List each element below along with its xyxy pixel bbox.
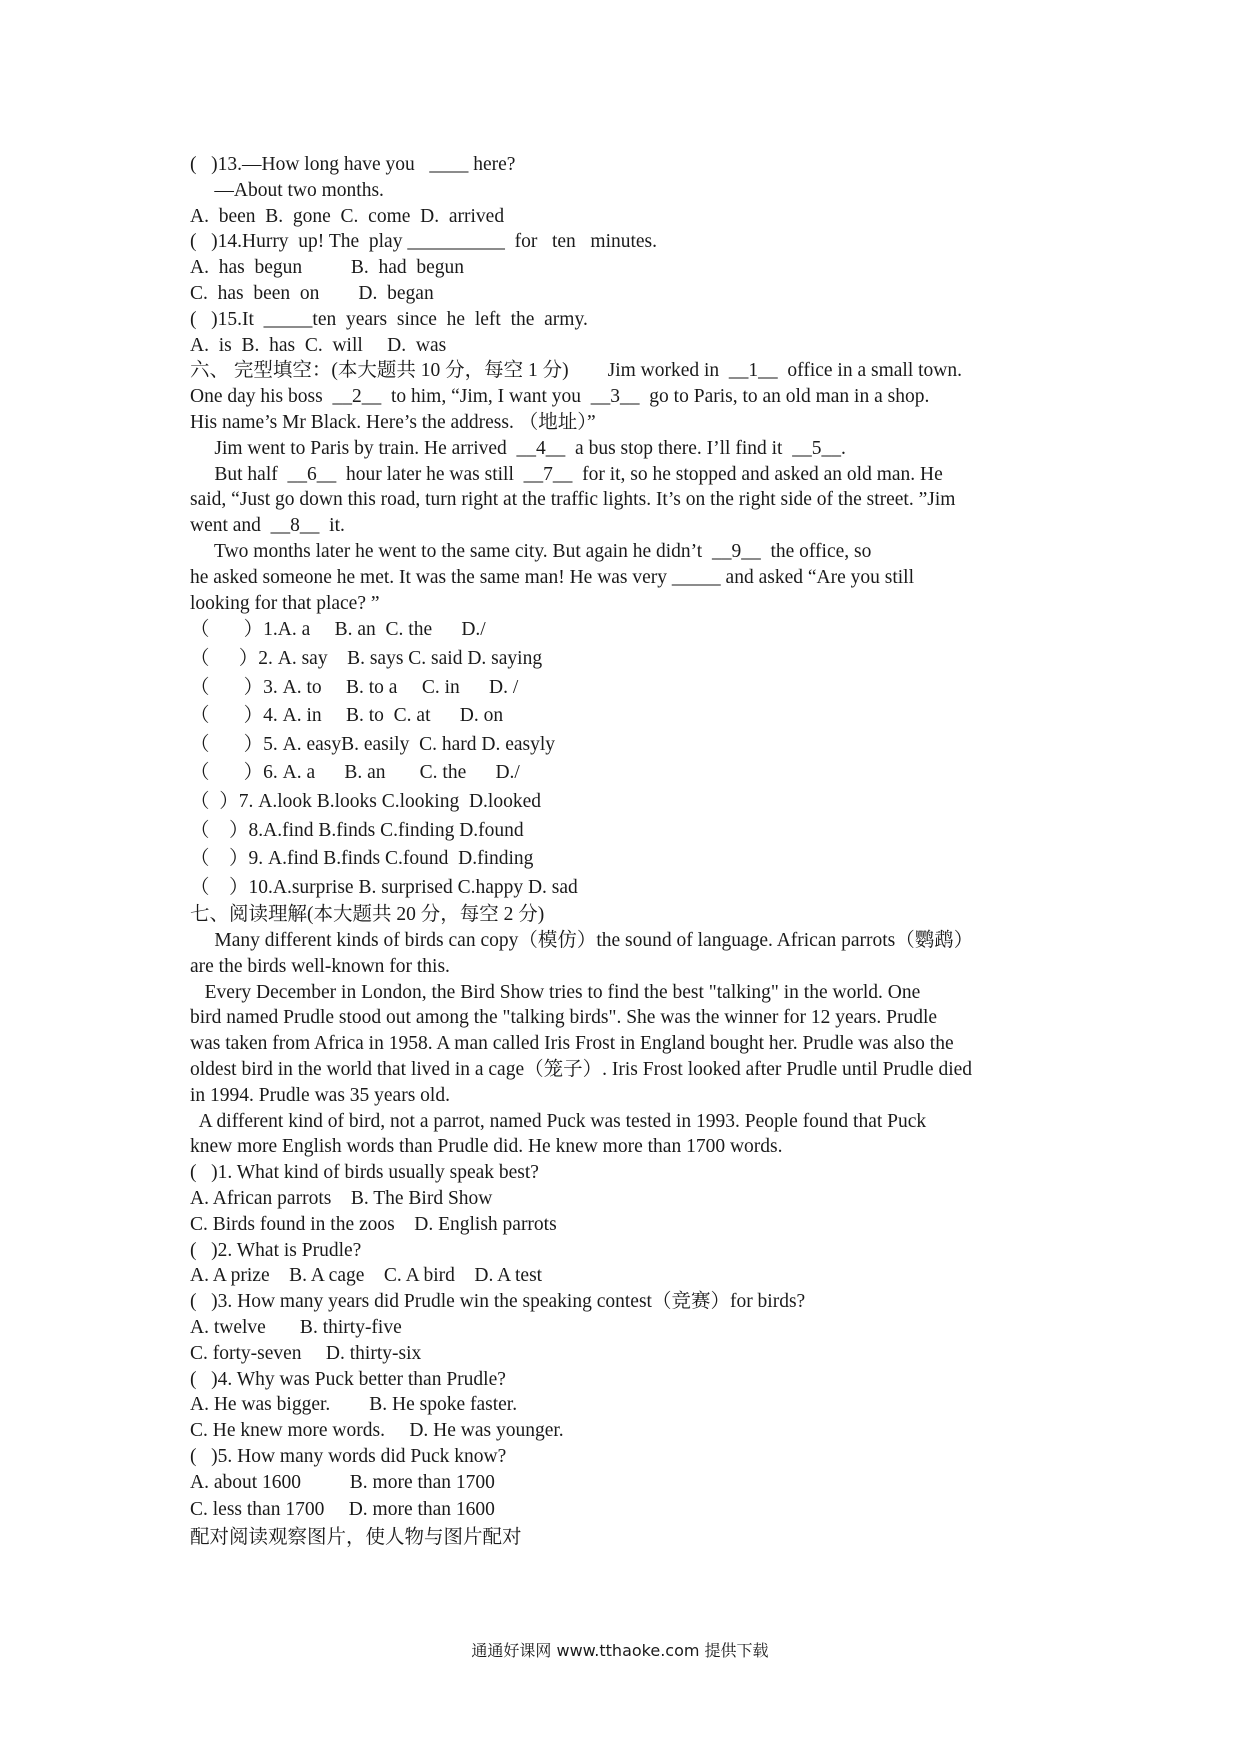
reading-question-4-options: C. He knew more words. D. He was younger. xyxy=(190,1420,564,1442)
cloze-passage-line: One day his boss __2__ to him, “Jim, I want you __3__ go to Paris, to an old man in a shop. xyxy=(190,386,930,408)
cloze-passage-line: looking for that place? ” xyxy=(190,592,380,614)
section6-cloze xyxy=(190,358,1070,902)
page-content xyxy=(190,152,1070,1553)
reading-question-2-options: A. A prize B. A cage C. A bird D. A test xyxy=(190,1265,543,1287)
reading-question-1-options: A. African parrots B. The Bird Show xyxy=(190,1188,493,1210)
section5-questions xyxy=(190,152,1070,358)
reading-passage-line: bird named Prudle stood out among the "talking birds". She was the winner for 12 years. Prudle xyxy=(190,1007,938,1029)
cloze-passage-line: he asked someone he met. It was the same man! He was very _____ and asked “Are you still xyxy=(190,566,914,588)
reading-question-3-options: A. twelve B. thirty-five xyxy=(190,1317,402,1339)
reading-question-3-options: C. forty-seven D. thirty-six xyxy=(190,1342,422,1364)
cloze-passage-line: His name’s Mr Black. Here’s the address. （地址）” xyxy=(190,411,596,433)
cloze-option-8: （ ）8.A.find B.finds C.finding D.found xyxy=(190,819,524,841)
cloze-option-6: （ ）6. A. a B. an C. the D./ xyxy=(190,762,520,784)
cloze-option-2: （ ）2. A. say B. says C. said D. saying xyxy=(190,647,543,669)
question-14-options-cd: C. has been on D. began xyxy=(190,282,434,304)
reading-question-1-options: C. Birds found in the zoos D. English parrots xyxy=(190,1213,557,1235)
cloze-option-3: （ ）3. A. to B. to a C. in D. / xyxy=(190,676,519,698)
question-13-answer: —About two months. xyxy=(190,179,384,201)
cloze-passage-line: But half __6__ hour later he was still __7__ for it, so he stopped and asked an old man. He xyxy=(190,463,943,485)
reading-passage-line: oldest bird in the world that lived in a cage（笼子）. Iris Frost looked after Prudle until Prudle died xyxy=(190,1059,973,1081)
reading-question-1: ( )1. What kind of birds usually speak best? xyxy=(190,1162,539,1184)
reading-passage-line: in 1994. Prudle was 35 years old. xyxy=(190,1084,450,1106)
reading-passage-line: Every December in London, the Bird Show tries to find the best "talking" in the world. One xyxy=(190,981,921,1003)
cloze-option-1: （ ）1.A. a B. an C. the D./ xyxy=(190,619,486,641)
reading-question-4-options: A. He was bigger. B. He spoke faster. xyxy=(190,1394,518,1416)
section6-heading: 六、 完型填空：(本大题共 10 分，每空 1 分) Jim worked in __1__ office in a small town. xyxy=(190,360,962,382)
reading-passage-line: knew more English words than Prudle did. He knew more than 1700 words. xyxy=(190,1136,783,1158)
cloze-passage-line: said, “Just go down this road, turn right at the traffic lights. It’s on the right side of the street. ”Jim xyxy=(190,489,956,511)
question-13-options: A. been B. gone C. come D. arrived xyxy=(190,205,505,227)
cloze-option-9: （ ）9. A.find B.finds C.found D.finding xyxy=(190,848,534,870)
section7-heading: 七、阅读理解(本大题共 20 分，每空 2 分) xyxy=(190,904,545,926)
cloze-option-10: （ ）10.A.surprise B. surprised C.happy D. sad xyxy=(190,876,578,898)
page-footer: 通通好课网 www.tthaoke.com 提供下载 xyxy=(471,1641,769,1660)
reading-passage-line: Many different kinds of birds can copy（模仿）the sound of language. African parrots（鹦鹉） xyxy=(190,930,974,952)
reading-question-4: ( )4. Why was Puck better than Prudle? xyxy=(190,1368,506,1390)
question-14-options-ab: A. has begun B. had begun xyxy=(190,257,465,279)
matching-heading: 配对阅读观察图片，使人物与图片配对 xyxy=(190,1527,522,1549)
reading-passage-line: A different kind of bird, not a parrot, named Puck was tested in 1993. People found that Puck xyxy=(190,1110,927,1132)
reading-question-5-options: A. about 1600 B. more than 1700 xyxy=(190,1471,495,1493)
reading-question-5-options: C. less than 1700 D. more than 1600 xyxy=(190,1498,495,1520)
cloze-passage-line: went and __8__ it. xyxy=(190,515,345,537)
question-15-options: A. is B. has C. will D. was xyxy=(190,334,447,356)
cloze-passage-line: Jim went to Paris by train. He arrived __4__ a bus stop there. I’ll find it __5__. xyxy=(190,437,846,459)
cloze-option-7: （ ）7. A.look B.looks C.looking D.looked xyxy=(190,790,542,812)
question-15: ( )15.It _____ten years since he left the army. xyxy=(190,308,588,330)
question-14: ( )14.Hurry up! The play __________ for ten minutes. xyxy=(190,231,658,253)
reading-passage-line: was taken from Africa in 1958. A man called Iris Frost in England bought her. Prudle was also the xyxy=(190,1033,954,1055)
cloze-option-4: （ ）4. A. in B. to C. at D. on xyxy=(190,705,504,727)
reading-question-5: ( )5. How many words did Puck know? xyxy=(190,1446,507,1468)
reading-question-2: ( )2. What is Prudle? xyxy=(190,1239,362,1261)
section7-reading xyxy=(190,902,1070,1524)
reading-question-3: ( )3. How many years did Prudle win the speaking contest（竞赛）for birds? xyxy=(190,1291,806,1313)
reading-passage-line: are the birds well-known for this. xyxy=(190,955,450,977)
cloze-passage-line: Two months later he went to the same city. But again he didn’t __9__ the office, so xyxy=(190,540,872,562)
question-13: ( )13.—How long have you ____ here? xyxy=(190,154,516,175)
cloze-option-5: （ ）5. A. easyB. easily C. hard D. easyly xyxy=(190,733,556,755)
